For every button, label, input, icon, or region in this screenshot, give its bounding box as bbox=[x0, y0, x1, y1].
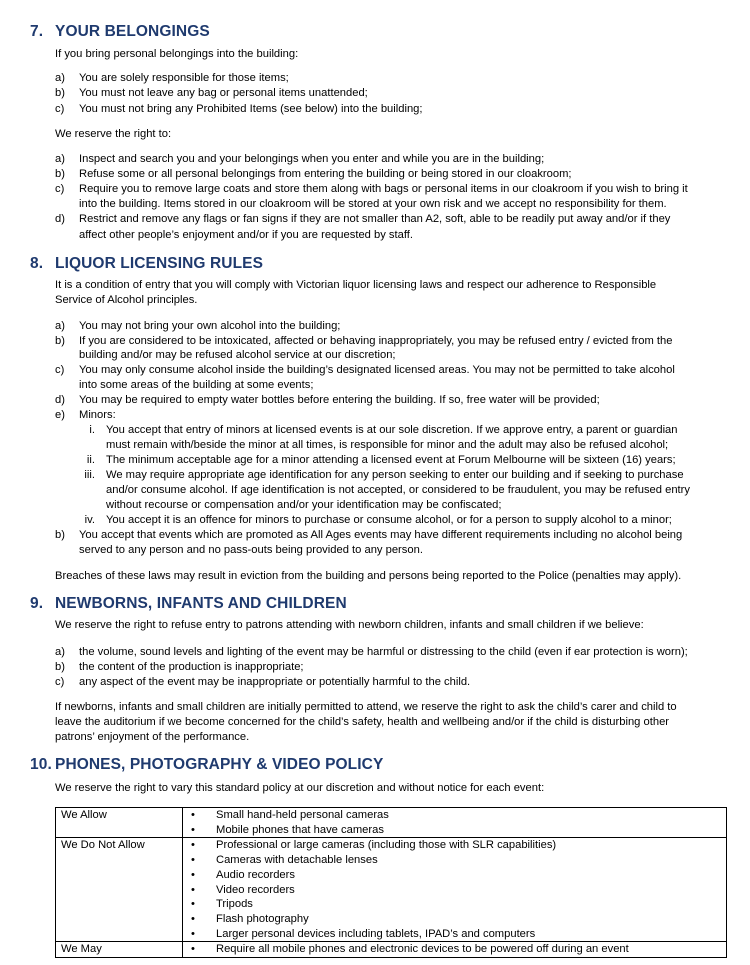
list-item: • Professional or large cameras (including those with SLR capabilities) bbox=[191, 839, 557, 852]
section-title: YOUR BELONGINGS bbox=[55, 23, 210, 40]
section-8-intro-cont: Service of Alcohol principles. bbox=[55, 294, 198, 306]
list-item: • Mobile phones that have cameras bbox=[191, 823, 384, 836]
list-item: • Video recorders bbox=[191, 883, 295, 896]
section-title: LIQUOR LICENSING RULES bbox=[55, 255, 264, 272]
list-item: • Flash photography bbox=[191, 912, 309, 925]
section-7-intro: If you bring personal belongings into the building: bbox=[55, 48, 299, 60]
row-items bbox=[183, 942, 727, 958]
row-label: We Allow bbox=[56, 808, 183, 838]
section-10-heading bbox=[30, 756, 383, 774]
table-row bbox=[56, 838, 727, 942]
list-item: • Require all mobile phones and electronic devices to be powered off during an event bbox=[191, 943, 629, 956]
section-number: 9. bbox=[30, 595, 44, 612]
section-8-intro: It is a condition of entry that you will comply with Victorian liquor licensing laws and respect our adherence to Responsible bbox=[55, 279, 657, 291]
section-10-intro: We reserve the right to vary this standard policy at our discretion and without notice for each event: bbox=[55, 782, 545, 794]
section-8-heading bbox=[30, 255, 263, 273]
section-number: 8. bbox=[30, 255, 44, 272]
section-9-intro: We reserve the right to refuse entry to patrons attending with newborn children, infants and small children if we believe: bbox=[55, 619, 644, 631]
section-9-paragraph: patrons’ enjoyment of the performance. bbox=[55, 731, 250, 743]
table-row bbox=[56, 808, 727, 838]
section-7-reserve: We reserve the right to: bbox=[55, 128, 172, 140]
list-item: • Small hand-held personal cameras bbox=[191, 809, 389, 821]
section-title: PHONES, PHOTOGRAPHY & VIDEO POLICY bbox=[55, 756, 384, 773]
list-item: • Larger personal devices including tablets, IPAD’s and computers bbox=[191, 927, 536, 940]
list-item: • Audio recorders bbox=[191, 868, 295, 881]
section-7-heading bbox=[30, 23, 210, 41]
section-9-paragraph: leave the auditorium if we become concerned for the child’s safety, health and wellbeing and/or if the child is disturbing other bbox=[55, 716, 670, 728]
section-title: NEWBORNS, INFANTS AND CHILDREN bbox=[55, 595, 347, 612]
list-item: • Tripods bbox=[191, 898, 253, 911]
policy-table bbox=[55, 807, 727, 958]
table-row bbox=[56, 942, 727, 958]
document-page: 7. YOUR BELONGINGS If you bring personal belongings into the building: a) You are solely responsible for those items; b) You must not leave any bag or personal items unattended; c) You must not bring any Prohibited Items (see below) into the building; We reserve the right to: a) Inspect and search you and your belongings when you enter and while you are in the building; b) Refuse some or all personal belongings from entering the building or being stored in our cloakroom; c) Require you to remove large coats and store them along with bags or personal items in our cloakroom if you wish to bring it into the building. Items stored in our cloakroom will be stored at your own risk and we accept no responsibility for them. d) Restrict and remove any flags or fan signs if they are not smaller than A2, soft, able to be readily put away and/or if they affect other people’s enjoyment and/or if you are requested by staff. 8. LIQUOR LICENSING RULES It is a condition of entry that you will comply with Victorian liquor licensing laws and respect our adherence to Responsible Service of Alcohol principles. a) You may not bring your own alcohol into the building; b) If you are considered to be intoxicated, affected or behaving inappropriately, you may be refused entry / evicted from the building and/or may be refused alcohol service at our discretion; c) You may only consume alcohol inside the building’s designated licensed areas. You may not be permitted to take alcohol into some areas of the building at some events; d) You may be required to empty water bottles before entering the building. If so, free water will be provided; e) Minors: i. You accept that entry of minors at licensed events is at our sole discretion. If we approve entry, a parent or guardian must remain with/beside the minor at all times, is responsible for minor and the adult may also be refused alcohol; ii. The minimum acceptable age for a minor attending a licensed event at Forum Melbourne will be sixteen (16) years; iii. We may require appropriate age identification for any person seeking to enter our building and if seeking to purchase and/or consume alcohol. If age identification is not accepted, or considered to be fraudulent, you may be refused entry without recourse or compensation and/or your identification may be confiscated; iv. You accept it is an offence for minors to purchase or consume alcohol, or for a person to supply alcohol to a minor; b) You accept that events which are promoted as All Ages events may have different requirements including no alcohol being served to any person and no pass-outs being provided to any person. Breaches of these laws may result in eviction from the building and persons being reported to the Police (penalties may apply). 9. NEWBORNS, INFANTS AND CHILDREN We reserve the right to refuse entry to patrons attending with newborn children, infants and small children if we believe: a) the volume, sound levels and lighting of the event may be harmful or distressing to the child (even if ear protection is worn); b) the content of the production is inappropriate; c) any aspect of the event may be inappropriate or potentially harmful to the child. If newborns, infants and small children are initially permitted to attend, we reserve the right to ask the child’s carer and child to leave the auditorium if we become concerned for the child’s safety, health and wellbeing and/or if the child is disturbing other patrons’ enjoyment of the performance. 10. PHONES, PHOTOGRAPHY & VIDEO POLICY We reserve the right to vary this standard policy at our discretion and without notice for each event: We Allow • Small hand-held personal cameras • Mobile phones that have cameras We Do Not Allow • Professional or large cameras (including those with SLR capabilities) • Cameras with detachable lenses • Audio recorders • Video recorders • Tripods • Flash photography • Larger personal devices including tablets, IPAD’s and computers We May • Require all mobile phones and electronic devices to be powered off during an event bbox=[0, 0, 750, 965]
row-items bbox=[183, 838, 727, 942]
section-number: 7. bbox=[30, 23, 44, 40]
row-label: We Do Not Allow bbox=[56, 838, 183, 942]
section-number: 10. bbox=[30, 756, 52, 773]
row-items bbox=[183, 808, 727, 838]
list-item: • Cameras with detachable lenses bbox=[191, 854, 378, 867]
row-label: We May bbox=[56, 942, 183, 958]
section-8-breaches: Breaches of these laws may result in eviction from the building and persons being reported to the Police (penalties may apply). bbox=[55, 570, 682, 582]
section-9-heading bbox=[30, 595, 347, 613]
section-9-paragraph: If newborns, infants and small children are initially permitted to attend, we reserve the right to ask the child’s carer and child to bbox=[55, 701, 677, 713]
